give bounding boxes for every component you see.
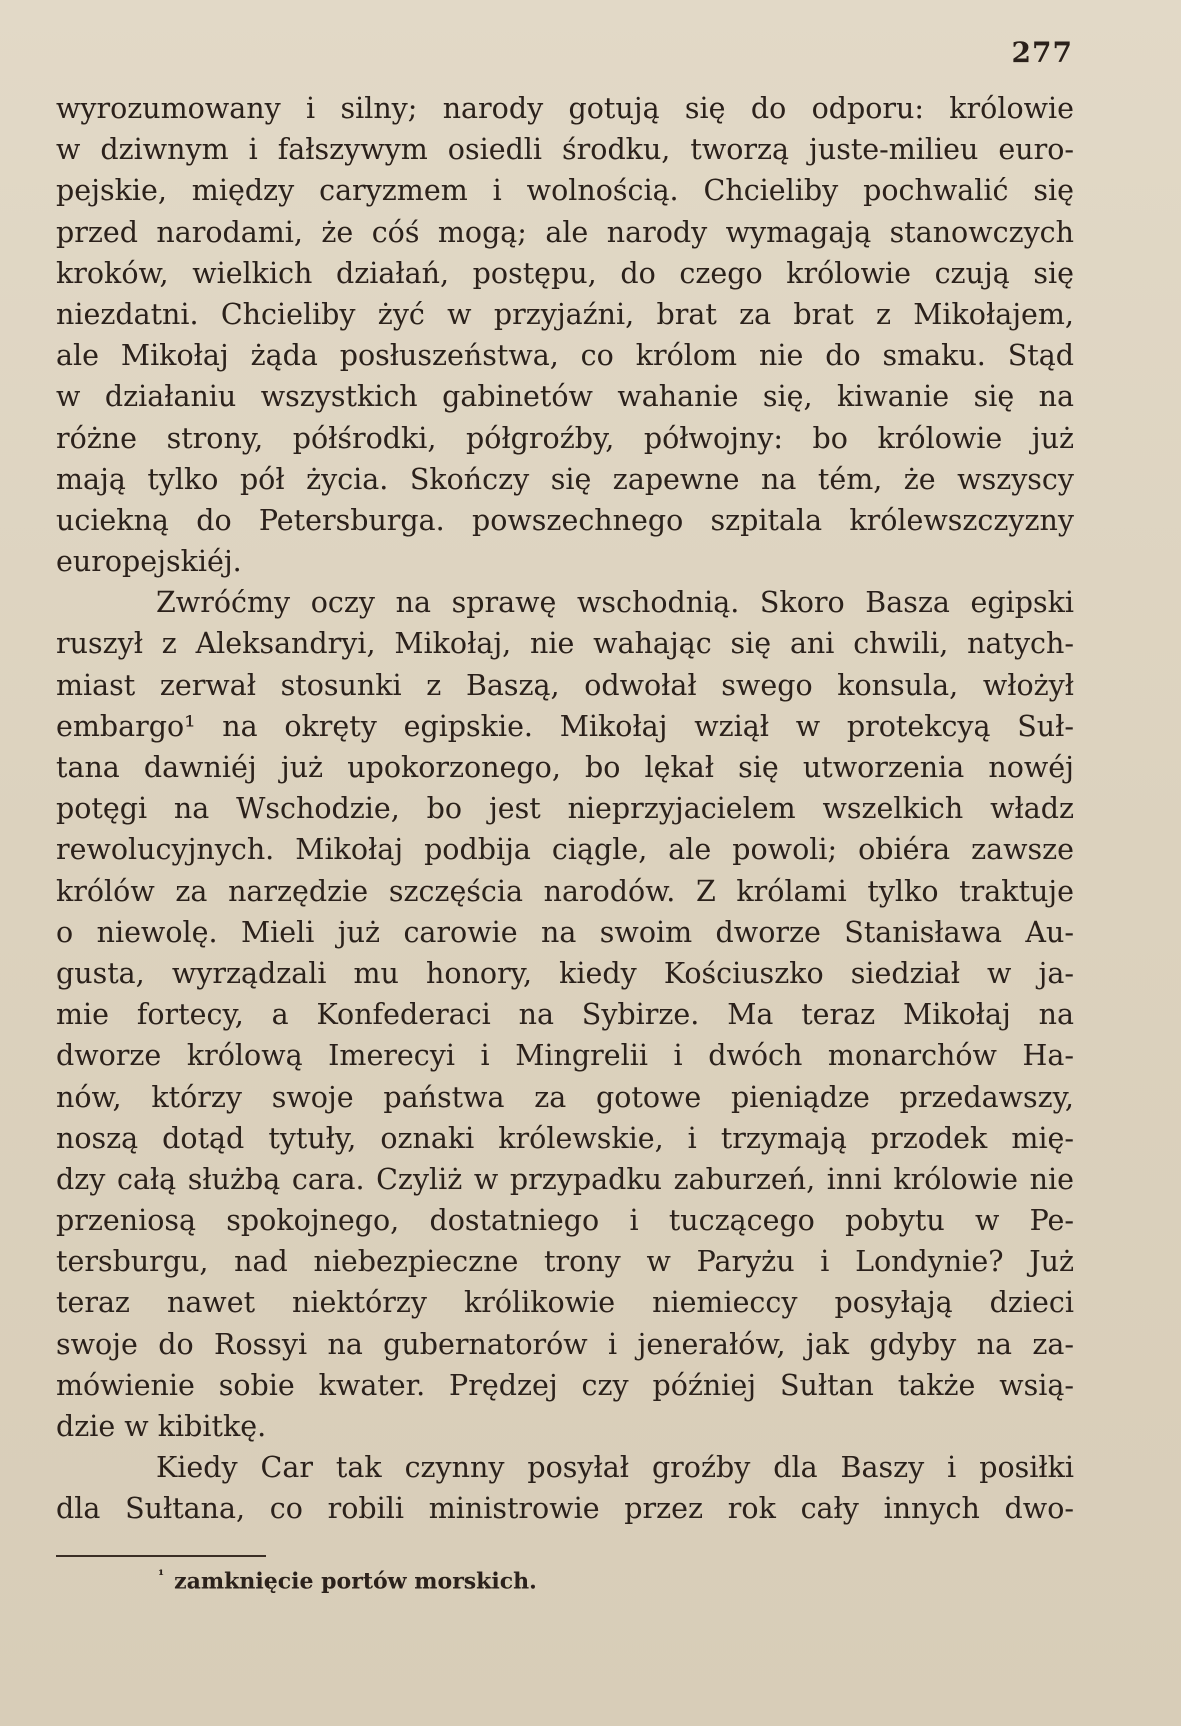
text-line: o niewolę. Mieli już carowie na swoim dworze Stanisława Au- <box>56 915 1074 949</box>
text-line: gusta, wyrządzali mu honory, kiedy Kościuszko siedział w ja- <box>56 956 1074 990</box>
text-line: dzie w kibitkę. <box>56 1410 267 1443</box>
text-line: tersburgu, nad niebezpieczne trony w Paryżu i Londynie? Już <box>56 1245 1074 1279</box>
text-line: kroków, wielkich działań, postępu, do czego królowie czują się <box>56 256 1074 290</box>
text-line: mają tylko pół życia. Skończy się zapewne na tém, że wszyscy <box>56 462 1074 496</box>
text-line: mie fortecy, a Konfederaci na Sybirze. Ma teraz Mikołaj na <box>56 998 1074 1032</box>
text-line: dzy całą służbą cara. Czyliż w przypadku zaburzeń, inni królowie nie <box>56 1162 1074 1196</box>
text-line: uciekną do Petersburga. powszechnego szpitala królewszczyzny <box>56 503 1074 537</box>
footnote-divider <box>56 1555 266 1557</box>
footnote-mark: ¹ <box>158 1568 165 1584</box>
footnote-text: zamknięcie portów morskich. <box>174 1568 537 1595</box>
page-number: 277 <box>1011 36 1073 69</box>
text-line: w działaniu wszystkich gabinetów wahanie się, kiwanie się na <box>56 380 1074 414</box>
text-line: przed narodami, że cóś mogą; ale narody wymagają stanowczych <box>56 215 1074 249</box>
text-line: tana dawniéj już upokorzonego, bo lękał się utworzenia nowéj <box>56 751 1074 784</box>
text-line: w dziwnym i fałszywym osiedli środku, tworzą juste-milieu euro- <box>56 133 1074 167</box>
text-line: teraz nawet niektórzy królikowie niemieccy posyłają dzieci <box>56 1286 1074 1320</box>
text-line: różne strony, półśrodki, półgroźby, półwojny: bo królowie już <box>56 421 1074 455</box>
text-line: miast zerwał stosunki z Baszą, odwołał swego konsula, włożył <box>56 668 1074 702</box>
text-line: dworze królową Imerecyi i Mingrelii i dwóch monarchów Ha- <box>56 1039 1074 1073</box>
text-line: Zwróćmy oczy na sprawę wschodnią. Skoro Basza egipski <box>156 586 1074 620</box>
text-line: ale Mikołaj żąda posłuszeństwa, co królom nie do smaku. Stąd <box>56 339 1074 373</box>
text-line: ruszył z Aleksandryi, Mikołaj, nie wahając się ani chwili, natych- <box>56 627 1074 661</box>
text-line: przeniosą spokojnego, dostatniego i tuczącego pobytu w Pe- <box>56 1204 1074 1238</box>
text-line: swoje do Rossyi na gubernatorów i jenerałów, jak gdyby na za- <box>56 1327 1074 1361</box>
text-line: nów, którzy swoje państwa za gotowe pieniądze przedawszy, <box>56 1080 1074 1114</box>
text-line: dla Sułtana, co robili ministrowie przez rok cały innych dwo- <box>56 1492 1074 1526</box>
footnote <box>158 1568 537 1594</box>
text-line: embargo¹ na okręty egipskie. Mikołaj wziął w protekcyą Suł- <box>56 709 1074 743</box>
text-line: rewolucyjnych. Mikołaj podbija ciągle, ale powoli; obiéra zawsze <box>56 833 1074 867</box>
text-line: europejskiéj. <box>56 545 242 579</box>
text-line: potęgi na Wschodzie, bo jest nieprzyjacielem wszelkich władz <box>56 792 1074 826</box>
text-line: wyrozumowany i silny; narody gotują się do odporu: królowie <box>56 92 1074 125</box>
text-line: noszą dotąd tytuły, oznaki królewskie, i trzymają przodek mię- <box>56 1121 1074 1155</box>
text-line: mówienie sobie kwater. Prędzej czy później Sułtan także wsią- <box>56 1368 1074 1402</box>
text-line: pejskie, między caryzmem i wolnością. Chcieliby pochwalić się <box>56 174 1074 208</box>
text-line: królów za narzędzie szczęścia narodów. Z królami tylko traktuje <box>56 874 1074 908</box>
text-line: Kiedy Car tak czynny posyłał groźby dla Baszy i posiłki <box>156 1451 1074 1485</box>
body-text <box>56 88 1074 1530</box>
text-line: niezdatni. Chcieliby żyć w przyjaźni, brat za brat z Mikołajem, <box>56 297 1074 331</box>
